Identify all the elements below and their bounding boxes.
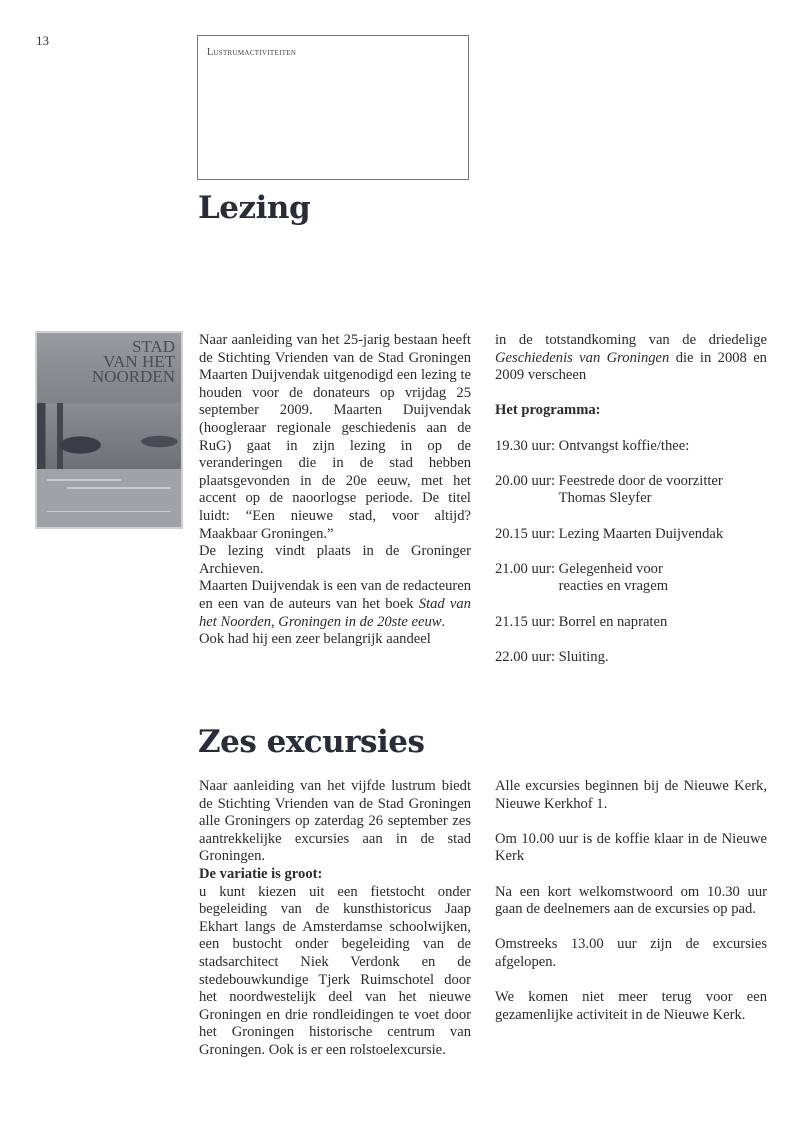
excursies-paragraph: Na een kort welkomstwoord om 10.30 uur gaan de deelnemers aan de excursies op pad. bbox=[495, 883, 767, 918]
book-cover-title-line: VAN HET bbox=[103, 352, 175, 371]
programme-time: 21.15 uur: bbox=[495, 613, 559, 630]
book-cover-authors-line bbox=[47, 511, 171, 512]
book-title: Stad van het Noorden, Groningen in de 20ste eeuw bbox=[199, 595, 471, 630]
lezing-paragraph bbox=[199, 578, 471, 631]
programme-time: 19.30 uur: bbox=[495, 437, 559, 454]
programme-description-line: Ontvangst koffie/thee: bbox=[558, 437, 690, 454]
programme-item bbox=[495, 473, 767, 508]
text-span: in de totstandkoming van de driedelige bbox=[495, 332, 767, 348]
spacer bbox=[495, 508, 767, 526]
spacer bbox=[495, 972, 767, 990]
programme-item bbox=[495, 526, 767, 544]
excursies-paragraph: Naar aanleiding van het vijfde lustrum biedt de Stichting Vrienden van de Stad Groningen alle Groningers op zaterdag 26 september zes aantrekkelijke excursies aan in de stad Groningen. bbox=[199, 778, 471, 865]
excursies-paragraph: u kunt kiezen uit een fietstocht onder begeleiding van de kunsthistoricus Jaap Ekhart langs de Amsterdamse schoolwijken, een bustocht onder begeleiding van de stadsarchitect Niek Verdonk en de stedebouwkundige Tjerk Ruimschotel door het noordwestelijk deel van het nieuwe Groningen en drie rondleidingen te voet door het Groningen historische centrum van Groningen. Ook is er een rolstoelexcursie. bbox=[199, 883, 471, 1058]
book-cover-subtitle-line bbox=[47, 479, 121, 481]
lezing-paragraph bbox=[495, 332, 767, 385]
lezing-paragraph: De lezing vindt plaats in de Groninger Archieven. bbox=[199, 543, 471, 577]
programme-time: 22.00 uur: bbox=[495, 648, 559, 665]
text-span: die in 2008 en 2009 verscheen bbox=[495, 349, 767, 384]
spacer bbox=[495, 596, 767, 614]
excursies-paragraph: We komen niet meer terug voor een gezamenlijke activiteit in de Nieuwe Kerk. bbox=[495, 989, 767, 1023]
subheading-text: De variatie is groot: bbox=[199, 865, 323, 882]
section-label: Lustrumactiviteiten bbox=[207, 47, 297, 58]
spacer bbox=[495, 455, 767, 473]
programme-heading-text: Het programma: bbox=[495, 402, 601, 419]
book-cover-title-line: NOORDEN bbox=[91, 367, 175, 386]
excursies-right-column bbox=[495, 778, 767, 1024]
spacer bbox=[495, 919, 767, 937]
excursies-left-column bbox=[199, 778, 471, 1060]
spacer bbox=[495, 866, 767, 884]
spacer bbox=[495, 385, 767, 403]
spacer bbox=[495, 543, 767, 561]
programme-heading bbox=[495, 402, 767, 420]
programme-description-line: reacties en vragem bbox=[558, 578, 669, 595]
programme-description bbox=[559, 649, 767, 667]
programme-description-line: Feestrede door de voorzitter bbox=[558, 472, 723, 489]
excursies-heading: Zes excursies bbox=[198, 724, 425, 760]
text-span: Maarten Duijvendak is een van de redacteuren en een van de auteurs van het boek bbox=[199, 578, 471, 612]
text-span: . bbox=[441, 613, 446, 630]
programme-description-line: Lezing Maarten Duijvendak bbox=[558, 525, 724, 542]
programme-description-line: Thomas Sleyfer bbox=[558, 490, 652, 507]
programme-time: 21.00 uur: bbox=[495, 560, 559, 577]
lezing-paragraph: Naar aanleiding van het 25-jarig bestaan heeft de Stichting Vrienden van de Stad Groningen Maarten Duijvendak uitgenodigd een lezing te houden voor de donateurs op vrijdag 25 september 2009. Maarten Duijvendak (hoogleraar regionale geschiedenis aan de RuG) gaat in zijn lezing in op de veranderingen die in de stad hebben plaatsgevonden in de 20e eeuw, met het accent op de naoorlogse periode. De titel luidt: “Een nieuwe stad, voor altijd? Maakbaar Groningen.” bbox=[199, 332, 471, 542]
programme-description bbox=[559, 561, 767, 596]
spacer bbox=[495, 420, 767, 438]
spacer bbox=[495, 813, 767, 831]
book-cover-image bbox=[35, 331, 183, 529]
book-cover-subtitle-line bbox=[67, 487, 171, 489]
programme-list bbox=[495, 438, 767, 667]
programme-description bbox=[559, 526, 767, 544]
book-cover-band bbox=[37, 469, 181, 527]
programme-item bbox=[495, 614, 767, 632]
programme-time: 20.15 uur: bbox=[495, 525, 559, 542]
book-title: Geschiedenis van Groningen bbox=[495, 349, 670, 366]
excursies-paragraph: Om 10.00 uur is de koffie klaar in de Nieuwe Kerk bbox=[495, 830, 767, 865]
excursies-paragraph: Omstreeks 13.00 uur zijn de excursies afgelopen. bbox=[495, 936, 767, 970]
spacer bbox=[495, 631, 767, 649]
page-number: 13 bbox=[36, 33, 49, 48]
lezing-heading: Lezing bbox=[198, 190, 311, 226]
lezing-left-column bbox=[199, 332, 471, 649]
book-cover-title-line: STAD bbox=[131, 337, 175, 356]
programme-item bbox=[495, 649, 767, 667]
programme-item bbox=[495, 561, 767, 596]
programme-description-line: Sluiting. bbox=[558, 648, 609, 665]
programme-time: 20.00 uur: bbox=[495, 472, 559, 489]
lezing-right-column bbox=[495, 332, 767, 666]
book-cover-photo bbox=[37, 403, 181, 473]
book-cover-title bbox=[92, 339, 175, 384]
programme-description bbox=[559, 438, 767, 456]
excursies-paragraph: Alle excursies beginnen bij de Nieuwe Kerk, Nieuwe Kerkhof 1. bbox=[495, 778, 767, 812]
programme-description bbox=[559, 614, 767, 632]
programme-description bbox=[559, 473, 767, 508]
excursies-subheading bbox=[199, 866, 471, 884]
programme-item bbox=[495, 438, 767, 456]
programme-description-line: Borrel en napraten bbox=[558, 613, 668, 630]
programme-description-line: Gelegenheid voor bbox=[558, 560, 663, 577]
lezing-paragraph: Ook had hij een zeer belangrijk aandeel bbox=[199, 631, 431, 648]
section-header-box bbox=[197, 35, 469, 180]
